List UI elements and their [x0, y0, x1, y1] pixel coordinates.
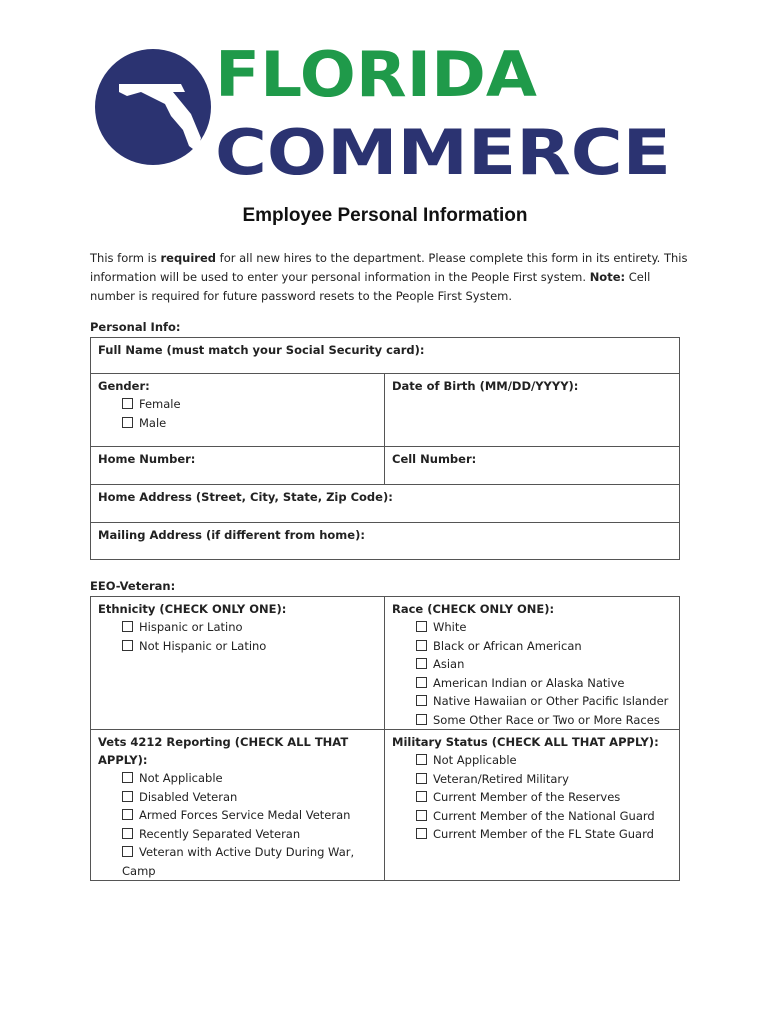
intro-paragraph: This form is required for all new hires to the department. Please complete this form in its entirety. This information will be used to enter your personal information in the People First system. Note: Cell number is required for future password resets to the People First System.: [90, 251, 688, 303]
military-option[interactable]: Current Member of the Reserves: [392, 788, 672, 807]
gender-cell: Gender: Female Male: [91, 374, 385, 447]
eeo-veteran-table: [90, 596, 680, 881]
page-title: Employee Personal Information: [242, 205, 528, 226]
military-option[interactable]: Current Member of the National Guard: [392, 807, 672, 826]
gender-male-option[interactable]: Male: [98, 414, 377, 433]
checkbox[interactable]: [122, 791, 133, 802]
logo-line2: COMMERCE: [215, 116, 671, 186]
race-option[interactable]: White: [392, 618, 672, 637]
checkbox[interactable]: [416, 714, 427, 725]
florida-commerce-logo: [93, 46, 673, 186]
race-option[interactable]: Black or African American: [392, 637, 672, 656]
eeo-veteran-label: EEO-Veteran:: [90, 579, 176, 593]
vets-option[interactable]: Not Applicable: [98, 769, 377, 788]
race-option[interactable]: Native Hawaiian or Other Pacific Islander: [392, 692, 672, 711]
race-option[interactable]: Asian: [392, 655, 672, 674]
vets-option[interactable]: Recently Separated Veteran: [98, 825, 377, 844]
vets-option[interactable]: Armed Forces Service Medal Veteran: [98, 806, 377, 825]
personal-info-label: Personal Info:: [90, 320, 181, 334]
vets-option-continuation: Camp: [122, 863, 156, 878]
checkbox[interactable]: [416, 640, 427, 651]
checkbox[interactable]: [122, 640, 133, 651]
military-status-cell: Military Status (CHECK ALL THAT APPLY): Not Applicable Veteran/Retired Military Current Member of the Reserves Current Member of the National Guard Current Member of the FL State Guard: [385, 730, 680, 881]
logo-line1: FLORIDA: [215, 46, 538, 111]
full-name-field[interactable]: Full Name (must match your Social Security card):: [91, 338, 680, 374]
vets-option[interactable]: Disabled Veteran: [98, 788, 377, 807]
checkbox[interactable]: [122, 772, 133, 783]
military-option[interactable]: Not Applicable: [392, 751, 672, 770]
mailing-address-field[interactable]: Mailing Address (if different from home):: [91, 523, 680, 560]
ethnicity-option[interactable]: Not Hispanic or Latino: [98, 637, 377, 656]
race-cell: Race (CHECK ONLY ONE): White Black or African American Asian American Indian or Alaska Native Native Hawaiian or Other Pacific Islander Some Other Race or Two or More Races: [385, 597, 680, 730]
race-option[interactable]: Some Other Race or Two or More Races: [392, 711, 672, 730]
checkbox[interactable]: [416, 658, 427, 669]
vets-option[interactable]: Veteran with Active Duty During War,: [98, 843, 377, 862]
checkbox[interactable]: [416, 828, 427, 839]
checkbox[interactable]: [416, 754, 427, 765]
checkbox[interactable]: [122, 828, 133, 839]
checkbox[interactable]: [416, 810, 427, 821]
checkbox[interactable]: [122, 809, 133, 820]
checkbox[interactable]: [122, 621, 133, 632]
vets-4212-cell: Vets 4212 Reporting (CHECK ALL THAT APPLY): Not Applicable Disabled Veteran Armed Forces Service Medal Veteran Recently Separated Veteran Veteran with Active Duty During War, Camp: [91, 730, 385, 881]
personal-info-table: [90, 337, 680, 560]
checkbox[interactable]: [416, 773, 427, 784]
ethnicity-cell: Ethnicity (CHECK ONLY ONE): Hispanic or Latino Not Hispanic or Latino: [91, 597, 385, 730]
gender-female-option[interactable]: Female: [98, 395, 377, 414]
checkbox[interactable]: [122, 398, 133, 409]
home-address-field[interactable]: Home Address (Street, City, State, Zip Code):: [91, 485, 680, 523]
date-of-birth-field[interactable]: Date of Birth (MM/DD/YYYY):: [385, 374, 680, 447]
race-option[interactable]: American Indian or Alaska Native: [392, 674, 672, 693]
ethnicity-option[interactable]: Hispanic or Latino: [98, 618, 377, 637]
checkbox[interactable]: [416, 677, 427, 688]
cell-number-field[interactable]: Cell Number:: [385, 447, 680, 485]
military-option[interactable]: Current Member of the FL State Guard: [392, 825, 672, 844]
home-number-field[interactable]: Home Number:: [91, 447, 385, 485]
checkbox[interactable]: [416, 695, 427, 706]
military-option[interactable]: Veteran/Retired Military: [392, 770, 672, 789]
checkbox[interactable]: [416, 621, 427, 632]
checkbox[interactable]: [122, 846, 133, 857]
checkbox[interactable]: [122, 417, 133, 428]
checkbox[interactable]: [416, 791, 427, 802]
